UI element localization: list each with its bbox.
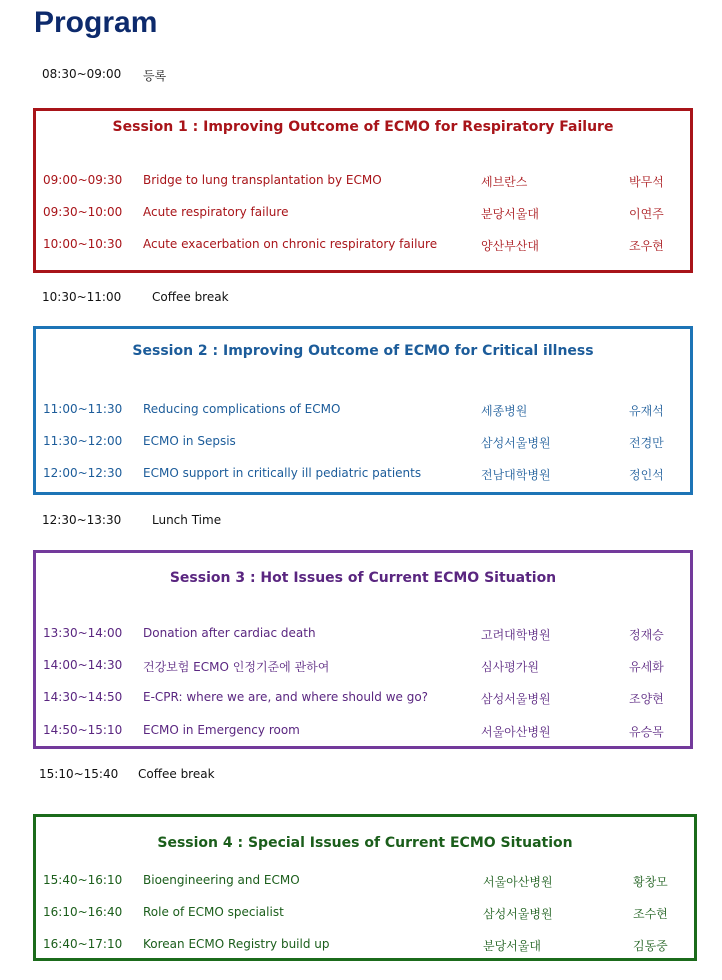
talk-institution: 삼성서울병원 — [481, 692, 551, 706]
break-label: Lunch Time — [152, 513, 222, 527]
talk-speaker: 황창모 — [633, 875, 668, 889]
talk-row — [36, 626, 690, 644]
talk-row — [36, 690, 690, 708]
talk-institution: 서울아산병원 — [481, 725, 551, 739]
registration-time: 08:30~09:00 — [42, 67, 122, 81]
talk-topic: 건강보험 ECMO 인정기준에 관하여 — [143, 660, 330, 674]
talk-time: 16:40~17:10 — [43, 937, 123, 951]
talk-institution: 전남대학병원 — [481, 468, 551, 482]
talk-topic: Korean ECMO Registry build up — [143, 937, 330, 951]
page-title: Program — [34, 6, 158, 39]
talk-time: 14:30~14:50 — [43, 690, 123, 704]
break-time: 10:30~11:00 — [42, 290, 122, 304]
talk-institution: 서울아산병원 — [483, 875, 553, 889]
talk-institution: 세종병원 — [481, 404, 528, 418]
talk-topic: ECMO support in critically ill pediatric patients — [143, 466, 422, 480]
talk-speaker: 박무석 — [629, 175, 664, 189]
talk-time: 11:30~12:00 — [43, 434, 123, 448]
talk-time: 10:00~10:30 — [43, 237, 123, 251]
talk-topic: E-CPR: where we are, and where should we go? — [143, 690, 429, 704]
talk-speaker: 이연주 — [629, 207, 664, 221]
talk-institution: 삼성서울병원 — [481, 436, 551, 450]
talk-topic: Bridge to lung transplantation by ECMO — [143, 173, 382, 187]
session-2-box — [33, 326, 693, 495]
session-3-title: Session 3 : Hot Issues of Current ECMO Situation — [169, 570, 557, 586]
talk-speaker: 정재승 — [629, 628, 664, 642]
talk-topic: Bioengineering and ECMO — [143, 873, 300, 887]
talk-row — [36, 237, 690, 255]
talk-row — [36, 434, 690, 452]
talk-speaker: 김동중 — [633, 939, 668, 953]
talk-topic: ECMO in Sepsis — [143, 434, 236, 448]
talk-time: 14:00~14:30 — [43, 658, 123, 672]
talk-time: 16:10~16:40 — [43, 905, 123, 919]
talk-time: 14:50~15:10 — [43, 723, 123, 737]
talk-time: 09:00~09:30 — [43, 173, 123, 187]
session-4-title: Session 4 : Special Issues of Current ECMO Situation — [157, 835, 573, 851]
session-1-title: Session 1 : Improving Outcome of ECMO for Respiratory Failure — [112, 119, 614, 135]
talk-institution: 심사평가원 — [481, 660, 539, 674]
talk-row — [36, 205, 690, 223]
session-1-box — [33, 108, 693, 273]
talk-speaker: 전경만 — [629, 436, 664, 450]
talk-row — [36, 937, 694, 955]
talk-topic: Acute exacerbation on chronic respiratory failure — [143, 237, 438, 251]
talk-row — [36, 466, 690, 484]
talk-institution: 고려대학병원 — [481, 628, 551, 642]
break-time: 12:30~13:30 — [42, 513, 122, 527]
talk-row — [36, 723, 690, 741]
talk-speaker: 유승목 — [629, 725, 664, 739]
talk-institution: 양산부산대 — [481, 239, 539, 253]
talk-institution: 분당서울대 — [483, 939, 541, 953]
talk-time: 09:30~10:00 — [43, 205, 123, 219]
session-2-title: Session 2 : Improving Outcome of ECMO for Critical illness — [132, 343, 594, 359]
talk-speaker: 조양현 — [629, 692, 664, 706]
talk-time: 13:30~14:00 — [43, 626, 123, 640]
break-label: Coffee break — [152, 290, 229, 304]
session-3-box — [33, 550, 693, 749]
talk-topic: Acute respiratory failure — [143, 205, 289, 219]
break-time: 15:10~15:40 — [39, 767, 119, 781]
talk-topic: Role of ECMO specialist — [143, 905, 284, 919]
talk-speaker: 유세화 — [629, 660, 664, 674]
talk-institution: 세브란스 — [481, 175, 528, 189]
talk-institution: 분당서울대 — [481, 207, 539, 221]
talk-time: 11:00~11:30 — [43, 402, 123, 416]
talk-topic: Reducing complications of ECMO — [143, 402, 341, 416]
talk-row — [36, 658, 690, 676]
talk-institution: 삼성서울병원 — [483, 907, 553, 921]
talk-topic: Donation after cardiac death — [143, 626, 316, 640]
talk-time: 15:40~16:10 — [43, 873, 123, 887]
talk-topic: ECMO in Emergency room — [143, 723, 300, 737]
talk-speaker: 조수현 — [633, 907, 668, 921]
talk-speaker: 조우현 — [629, 239, 664, 253]
talk-row — [36, 173, 690, 191]
talk-speaker: 정인석 — [629, 468, 664, 482]
talk-row — [36, 402, 690, 420]
talk-time: 12:00~12:30 — [43, 466, 123, 480]
session-4-box — [33, 814, 697, 961]
talk-row — [36, 905, 694, 923]
break-label: Coffee break — [138, 767, 215, 781]
registration-label: 등록 — [143, 69, 167, 83]
talk-speaker: 유재석 — [629, 404, 664, 418]
talk-row — [36, 873, 694, 891]
